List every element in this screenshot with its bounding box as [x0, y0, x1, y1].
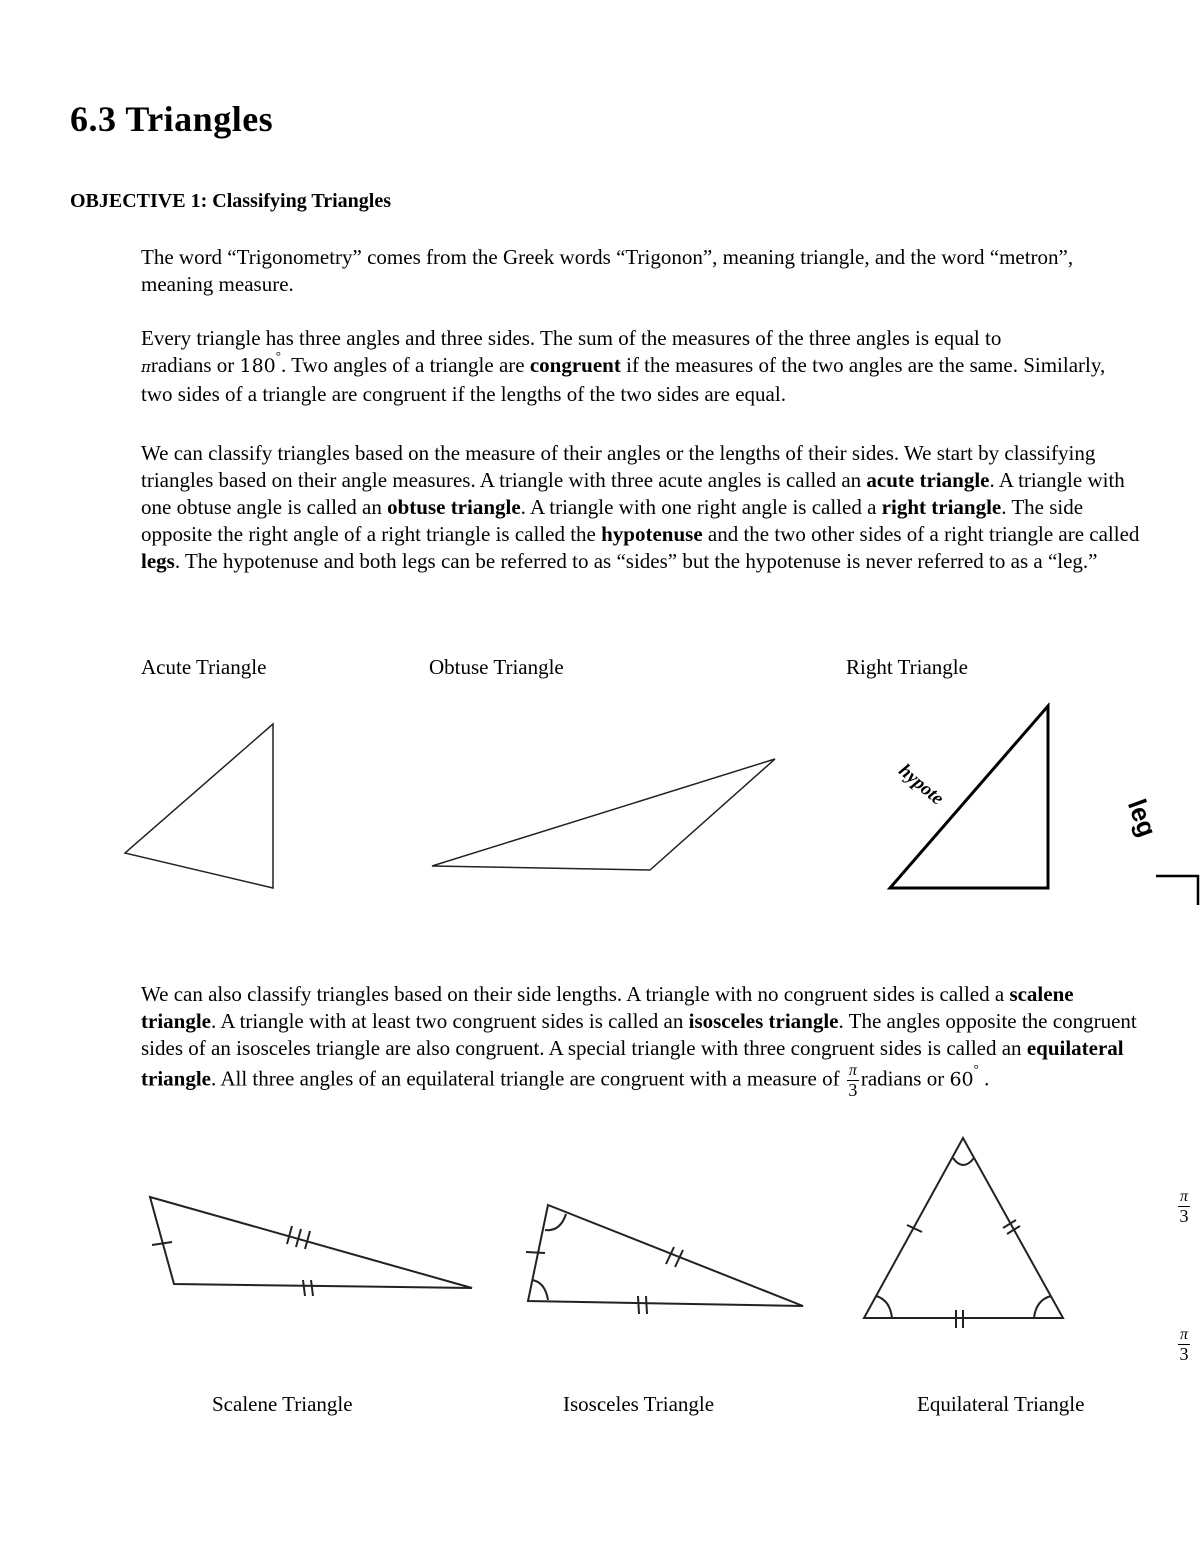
- scalene-tick-medium-2: [311, 1280, 313, 1296]
- fraction-numerator: π: [848, 1062, 857, 1079]
- isosceles-angle-arc-top: [545, 1214, 566, 1230]
- para3-text-4: . The side opposite the right angle of a right triangle is called the: [141, 495, 1084, 546]
- para3-text-1: We can classify triangles based on the measure of their angles or the lengths of their sides. We start by classifying triangles based on their angle measures. A triangle with three acute angles is called an: [141, 441, 1096, 492]
- para4-text-4: . All three angles of an equilateral triangle are congruent with a measure of: [210, 1066, 845, 1091]
- label-obtuse-triangle: Obtuse Triangle: [429, 655, 564, 679]
- isosceles-angle-arc-bottom: [532, 1280, 548, 1300]
- isosceles-triangle-figure: [526, 1205, 803, 1314]
- scalene-triangle-shape: [150, 1197, 472, 1288]
- para2-text-1: Every triangle has three angles and three sides. The sum of the measures of the three angles is equal to: [141, 326, 1002, 350]
- label-right-triangle: Right Triangle: [846, 655, 968, 679]
- degree-symbol: °: [275, 348, 281, 363]
- degree-symbol-60: °: [973, 1061, 979, 1077]
- equilateral-angle-arc-right: [1034, 1296, 1051, 1318]
- margin-fraction-1-numerator: π: [1180, 1188, 1189, 1205]
- para3-text-3: . A triangle with one right angle is called a: [520, 495, 882, 519]
- page-title: 6.3 Triangles: [70, 99, 274, 139]
- para3-text-6: . The hypotenuse and both legs can be referred to as “sides” but the hypotenuse is never referred to as a “leg.”: [174, 549, 1098, 573]
- margin-fraction-2: [1178, 1326, 1190, 1363]
- paragraph-etymology: The word “Trigonometry” comes from the Greek words “Trigonon”, meaning triangle, and the word “metron”, meaning measure.: [141, 245, 1074, 296]
- term-equilateral-triangle: equilateral triangle: [141, 1036, 1124, 1091]
- para4-text-5: radians or: [860, 1066, 950, 1091]
- term-obtuse-triangle: obtuse triangle: [387, 495, 521, 519]
- scalene-tick-medium-1: [303, 1280, 305, 1296]
- isosceles-tick-base-1: [638, 1296, 639, 1314]
- para4-text-1: We can also classify triangles based on their side lengths. A triangle with no congruent sides is called a: [141, 982, 1010, 1006]
- label-equilateral-triangle: Equilateral Triangle: [917, 1392, 1085, 1416]
- term-legs: legs: [141, 549, 175, 573]
- objective-heading: OBJECTIVE 1: Classifying Triangles: [70, 190, 391, 212]
- term-isosceles-triangle: isosceles triangle: [688, 1009, 839, 1033]
- scalene-triangle-figure: [150, 1197, 472, 1296]
- leg-label: leg: [1121, 795, 1163, 841]
- para2-text-2: radians or: [150, 353, 240, 377]
- term-right-triangle: right triangle: [881, 495, 1002, 519]
- label-acute-triangle: Acute Triangle: [141, 655, 267, 679]
- degree-value: 180: [239, 355, 276, 377]
- hypotenuse-label: hypote: [894, 760, 948, 810]
- margin-fraction-1: [1178, 1188, 1190, 1225]
- para2-text-4: if the measures of the two angles are the same. Similarly, two sides of a triangle are congruent if the lengths of the two sides are equal.: [141, 353, 1106, 406]
- term-hypotenuse: hypotenuse: [601, 522, 703, 546]
- para4-text-2: . A triangle with at least two congruent sides is called an: [210, 1009, 689, 1033]
- isosceles-triangle-shape: [528, 1205, 803, 1306]
- degree-value-60: 60: [949, 1068, 974, 1091]
- term-scalene-triangle: scalene triangle: [141, 982, 1074, 1033]
- margin-fraction-2-denominator: 3: [1179, 1344, 1189, 1364]
- margin-fraction-1-denominator: 3: [1179, 1206, 1189, 1226]
- label-scalene-triangle: Scalene Triangle: [212, 1392, 353, 1416]
- para4-text-6: .: [978, 1066, 990, 1091]
- equilateral-angle-arc-top: [953, 1158, 974, 1165]
- term-acute-triangle: acute triangle: [866, 468, 990, 492]
- para3-text-5: and the two other sides of a right triangle are called: [702, 522, 1140, 546]
- fraction-denominator: 3: [848, 1080, 858, 1100]
- term-congruent: congruent: [529, 353, 621, 377]
- isosceles-tick-short: [526, 1252, 545, 1253]
- equilateral-triangle-figure: [864, 1138, 1063, 1328]
- para2-text-3: . Two angles of a triangle are: [280, 353, 530, 377]
- pi-symbol: π: [141, 358, 151, 376]
- label-isosceles-triangle: Isosceles Triangle: [563, 1392, 715, 1416]
- margin-fraction-2-numerator: π: [1180, 1326, 1189, 1343]
- equilateral-angle-arc-left: [876, 1296, 892, 1318]
- isosceles-tick-base-2: [646, 1296, 647, 1314]
- para3-text-2: . A triangle with one obtuse angle is called an: [141, 468, 1125, 519]
- para4-text-3: . The angles opposite the congruent sides of an isosceles triangle are also congruent. A special triangle with three congruent sides is called an: [141, 1009, 1137, 1060]
